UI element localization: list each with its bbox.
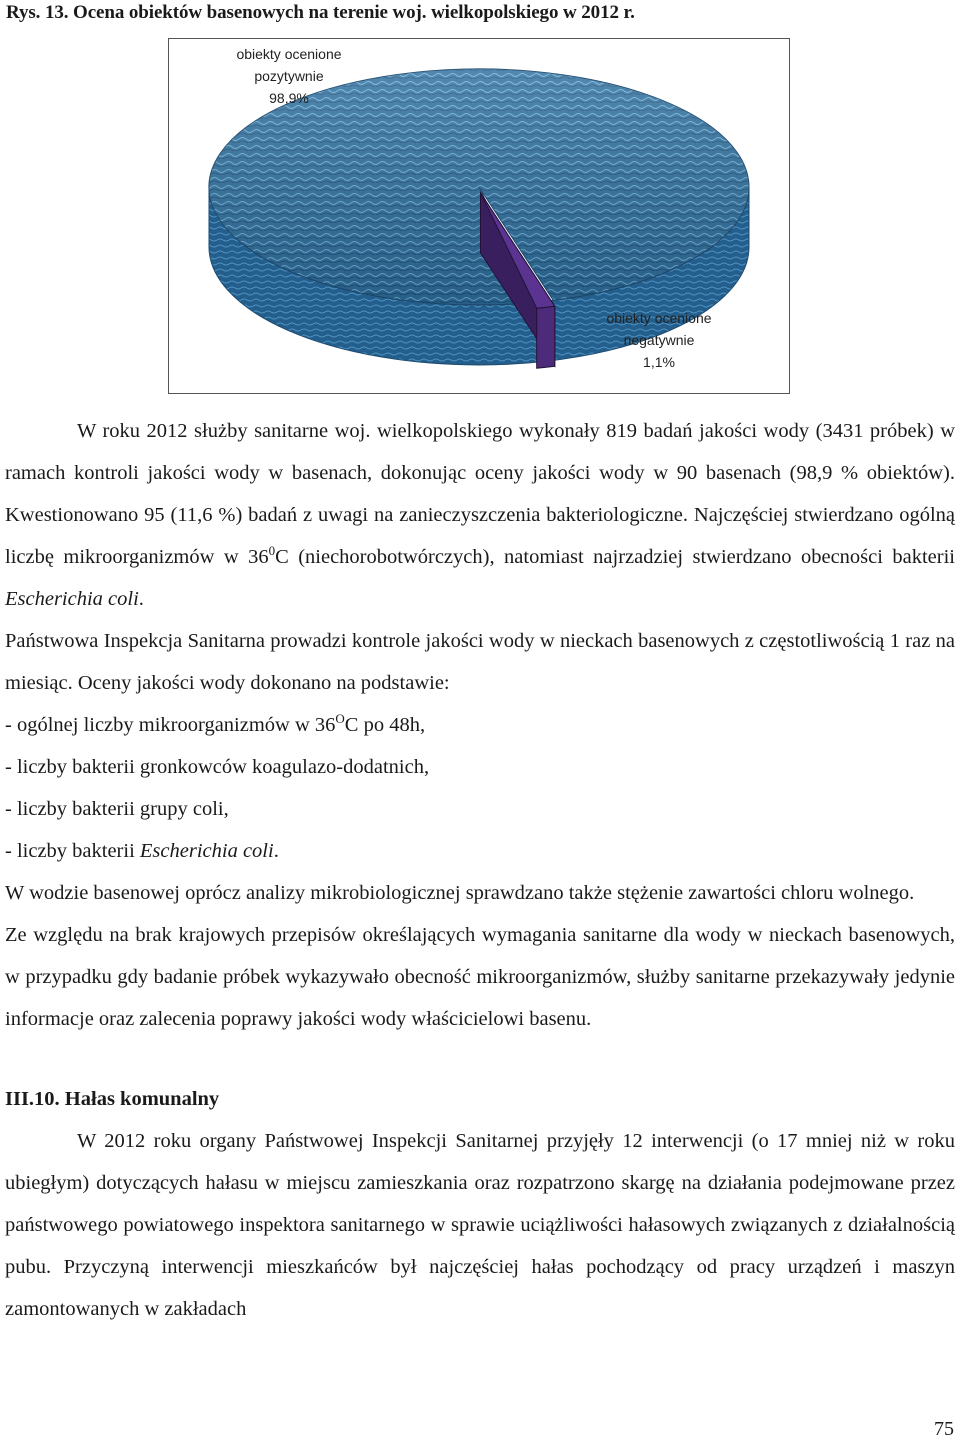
degree-mark: O [335,711,345,727]
pie-chart [168,38,790,394]
pie-slice-negative-outer-wall [537,306,555,368]
list-item: - liczby bakterii grupy coli, [5,798,229,820]
list-item-text: - liczby bakterii [5,840,140,862]
page-number: 75 [934,1418,954,1440]
label-positive [229,43,349,109]
paragraph-regulations: Ze względu na brak krajowych przepisów określających wymagania sanitarne dla wody w nieckach basenowych, w przypadku gdy badanie próbek wykazywało obecność mikroorganizmów, służby sanitarne przekazywały jedynie informacje oraz zalecenia poprawy jakości wody właścicielowi basenu. [5,924,955,1030]
label-positive-value: 98,9% [269,90,309,106]
degree-mark: 0 [268,543,276,559]
paragraph-pools-text: W roku 2012 służby sanitarne woj. wielkopolskiego wykonały 819 badań jakości wody (3431 próbek) w ramach kontroli jakości wody w basenach, dokonując oceny jakości wody w 90 basenach (98,9 % obiektów). Kwestionowano 95 (11,6 %) badań z uwagi na zanieczyszczenia bakteriologiczne. Najczęściej stwierdzano ogólną liczbę mikroorganizmów w 36 [5,420,955,568]
species-name: Escherichia coli [139,840,274,862]
list-item: - liczby bakterii gronkowców koagulazo-dodatnich, [5,756,430,778]
paragraph-pools-end: . [138,588,144,610]
list-item [5,830,955,872]
label-negative-line2: negatywnie [623,332,695,348]
list-item-text-b: C po 48h, [344,714,426,736]
list-item [5,704,955,746]
species-name: Escherichia coli [5,588,139,610]
paragraph-pools-text-b: C (niechorobotwórczych), natomiast najrzadziej stwierdzano obecności bakterii [275,546,955,568]
document-body [5,410,955,1330]
label-negative-line1: obiekty ocenione [606,310,712,326]
paragraph-chlorine: W wodzie basenowej oprócz analizy mikrobiologicznej sprawdzano także stężenie zawartości chloru wolnego. [5,882,915,904]
list-item-text: - ogólnej liczby mikroorganizmów w 36 [5,714,336,736]
label-positive-line1: obiekty ocenione [236,46,342,62]
paragraph-noise: W 2012 roku organy Państwowej Inspekcji Sanitarnej przyjęły 12 interwencji (o 17 mniej niż w roku ubiegłym) dotyczących hałasu w miejscu zamieszkania oraz rozpatrzono skargę na działania podejmowane przez państwowego powiatowego inspektora sanitarnego w sprawie uciążliwości hałasowych związanych z działalnością pubu. Przyczyną interwencji mieszkańców był najczęściej hałas pochodzący od pracy urządzeń i maszyn zamontowanych w zakładach [5,1130,955,1320]
section-heading: III.10. Hałas komunalny [5,1088,220,1110]
label-negative-value: 1,1% [643,354,675,370]
paragraph-inspection: Państwowa Inspekcja Sanitarna prowadzi kontrole jakości wody w nieckach basenowych z częstotliwością 1 raz na miesiąc. Oceny jakości wody dokonano na podstawie: [5,630,955,694]
label-positive-line2: pozytywnie [254,68,324,84]
list-item-end: . [273,840,279,862]
figure-title: Rys. 13. Ocena obiektów basenowych na terenie woj. wielkopolskiego w 2012 r. [6,2,635,23]
label-negative [599,307,719,373]
paragraph-pools [5,410,955,620]
